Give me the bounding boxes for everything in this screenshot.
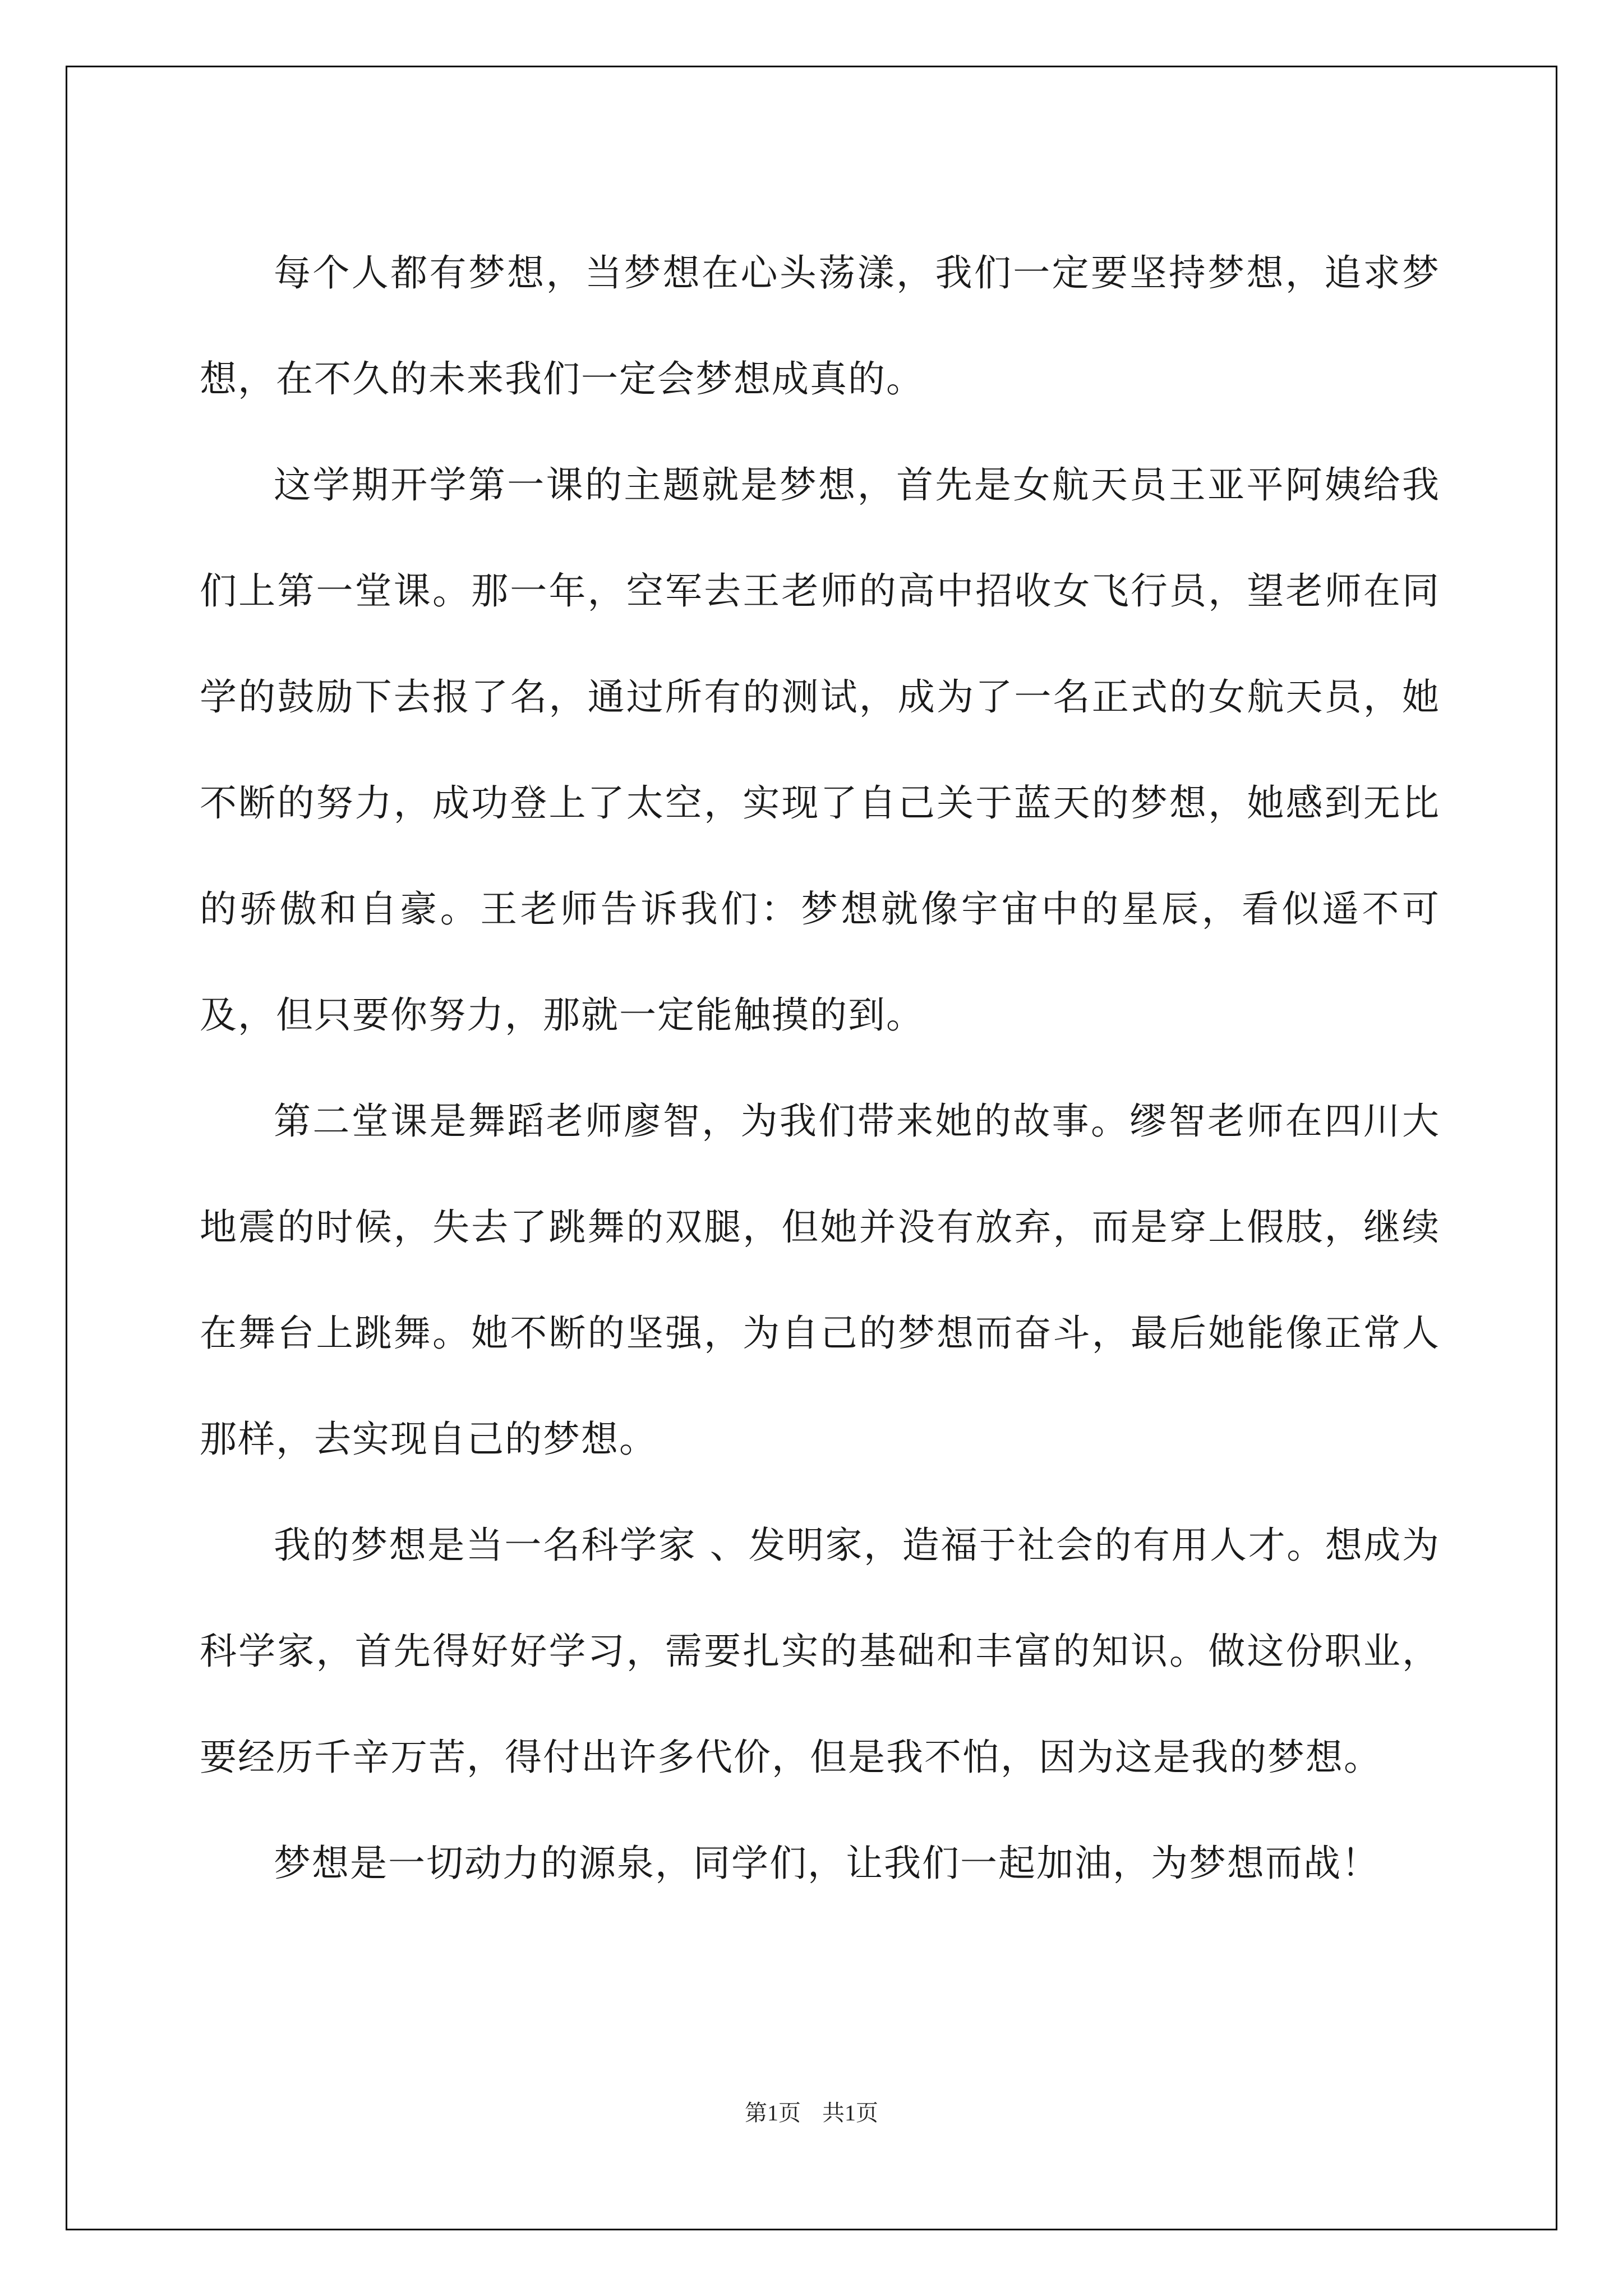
paragraph-1: 每个人都有梦想，当梦想在心头荡漾，我们一定要坚持梦想，追求梦想，在不久的未来我们一定会梦想成真的。 (200, 251, 1440, 401)
paragraph-4: 我的梦想是当一名科学家 、发明家，造福于社会的有用人才。想成为科学家，首先得好好学习，需要扎实的基础和丰富的知识。做这份职业，要经历千辛万苦，得付出许多代价，但是我不怕，因为这是我的梦想。 (200, 1524, 1440, 1779)
paragraph-2: 这学期开学第一课的主题就是梦想，首先是女航天员王亚平阿姨给我们上第一堂课。那一年，空军去王老师的高中招收女飞行员，望老师在同学的鼓励下去报了名，通过所有的测试，成为了一名正式的女航天员，她不断的努力，成功登上了太空，实现了自己关于蓝天的梦想，她感到无比的骄傲和自豪。王老师告诉我们：梦想就像宇宙中的星辰，看似遥不可及，但只要你努力，那就一定能触摸的到。 (200, 463, 1440, 1037)
paragraph-5: 梦想是一切动力的源泉，同学们，让我们一起加油，为梦想而战！ (274, 1842, 1380, 1885)
paragraph-3: 第二堂课是舞蹈老师廖智，为我们带来她的故事。缪智老师在四川大地震的时候，失去了跳舞的双腿，但她并没有放弃，而是穿上假肢，继续在舞台上跳舞。她不断的坚强，为自己的梦想而奋斗，最后她能像正常人那样，去实现自己的梦想。 (200, 1099, 1440, 1461)
document-body (200, 220, 1440, 1916)
page-number-current: 第1页 (745, 2100, 801, 2125)
page-footer (0, 2095, 1623, 2127)
page-number-total: 共1页 (822, 2100, 878, 2125)
